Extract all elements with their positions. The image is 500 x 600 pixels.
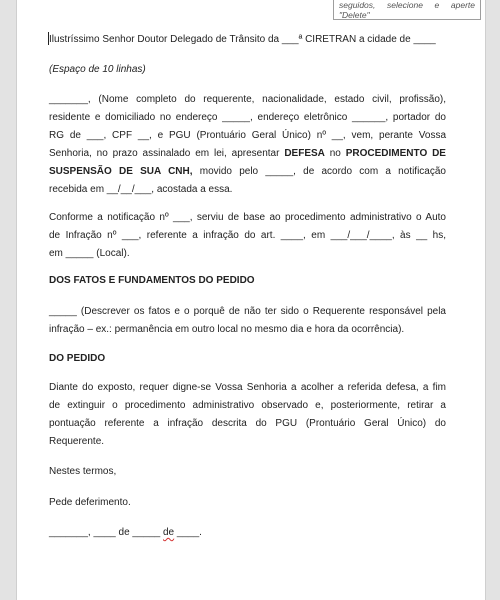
p3-line-2: infração – ex.: permanência em outro local no mesmo dia e hora da ocorrência). — [49, 324, 405, 335]
p1-line-1: _______, (Nome completo do requerente, nacionalidade, estado civil, profissão), — [49, 94, 446, 105]
p4-line-3: pontuação referente a infração descrita do PGU (Prontuário Geral Único) do — [49, 418, 446, 429]
paragraph-request[interactable] — [49, 379, 446, 451]
date-line-part-2: ____. — [174, 527, 202, 538]
procedimento-bold: PROCEDIMENTO DE — [345, 148, 446, 159]
paragraph-qualification[interactable] — [49, 91, 446, 199]
p4-line-1: Diante do exposto, requer digne-se Vossa Senhoria a acolher a referida defesa, a fim — [49, 382, 446, 393]
p4-line-4: Requerente. — [49, 436, 105, 447]
p1-line-2: residente e domiciliado no endereço _____, endereço eletrônico ______, portador do — [49, 112, 446, 123]
p1-line-4-mid: no — [324, 148, 346, 159]
p4-line-2: de extinguir o procedimento administrativo observado e, posteriormente, retirar a — [49, 400, 446, 411]
paragraph-facts[interactable] — [49, 303, 446, 339]
heading-request[interactable]: DO PEDIDO — [49, 353, 106, 364]
p1-line-6: recebida em __/__/___, acostada a essa. — [49, 184, 233, 195]
spellcheck-word: de — [163, 527, 175, 538]
date-line[interactable] — [49, 524, 446, 542]
paragraph-notification[interactable] — [49, 209, 446, 263]
hint-line-2: "Delete" — [339, 10, 370, 20]
p2-line-3: em _____ (Local). — [49, 248, 130, 259]
closing-terms[interactable]: Nestes termos, — [49, 466, 117, 477]
hint-comment-box — [333, 0, 481, 20]
suspensao-bold: SUSPENSÃO DE SUA CNH, — [49, 166, 193, 177]
p1-line-5 — [49, 163, 446, 181]
space-note[interactable]: (Espaço de 10 linhas) — [49, 64, 146, 75]
closing-request[interactable]: Pede deferimento. — [49, 497, 131, 508]
date-line-part-1: _______, ____ de _____ — [49, 527, 163, 538]
heading-facts[interactable]: DOS FATOS E FUNDAMENTOS DO PEDIDO — [49, 275, 255, 286]
p3-line-1: _____ (Descrever os fatos e o porquê de não ter sido o Requerente responsável pela — [49, 306, 446, 317]
p2-line-2: de Infração nº ___, referente a infração do art. ____, em ___/___/____, às __ hs, — [49, 230, 446, 241]
p1-line-5-text: movido pelo _____, de acordo com a notificação — [192, 166, 446, 177]
salutation[interactable]: Ilustríssimo Senhor Doutor Delegado de Trânsito da ___ª CIRETRAN a cidade de ____ — [49, 34, 436, 45]
defesa-bold: DEFESA — [284, 148, 325, 159]
p2-line-1: Conforme a notificação nº ___, serviu de base ao procedimento administrativo o Auto — [49, 212, 446, 223]
p1-line-4 — [49, 145, 446, 163]
p1-line-3: RG de ___, CPF __, e PGU (Prontuário Geral Único) nº __, vem, perante Vossa — [49, 130, 446, 141]
hint-line-1: seguidos, selecione e aperte — [339, 0, 475, 10]
p1-line-4-text: Senhoria, no prazo assinalado em lei, apresentar — [49, 148, 285, 159]
